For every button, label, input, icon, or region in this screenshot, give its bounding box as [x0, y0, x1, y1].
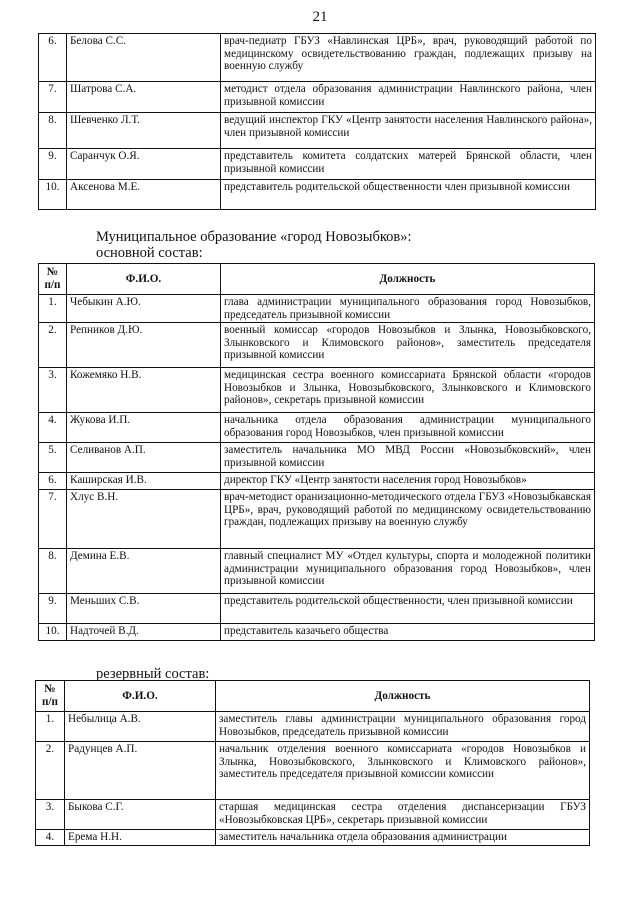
- row-number: 9.: [39, 149, 67, 180]
- table-row: [39, 34, 596, 82]
- page-number: 21: [312, 9, 328, 25]
- member-name: Жукова И.П.: [67, 413, 221, 443]
- row-number: 6.: [39, 34, 67, 82]
- row-number: 2.: [39, 323, 67, 368]
- reserve-composition-label: резервный состав:: [96, 666, 210, 682]
- table-row: [39, 295, 595, 323]
- main-composition-label: основной состав:: [96, 245, 203, 261]
- column-header-name: Ф.И.О.: [67, 264, 221, 295]
- member-position: представитель казачьего общества: [221, 624, 595, 641]
- member-position: представитель родительской общественности, член призывной комиссии: [221, 594, 595, 624]
- table-row: [39, 443, 595, 473]
- member-name: Радунцев А.П.: [65, 742, 216, 800]
- member-name: Белова С.С.: [67, 34, 221, 82]
- member-name: Надточей В.Д.: [67, 624, 221, 641]
- member-position: заместитель главы администрации муниципального образования город Новозыбков, председатель призывной комиссии: [216, 712, 590, 742]
- column-header-number: № п/п: [39, 264, 67, 295]
- column-header-position: Должность: [216, 681, 590, 712]
- table-row: [39, 624, 595, 641]
- table-row: [39, 473, 595, 490]
- member-name: Меньших С.В.: [67, 594, 221, 624]
- row-number: 3.: [39, 368, 67, 413]
- member-name: Шатрова С.А.: [67, 82, 221, 113]
- table-row: [36, 830, 590, 846]
- row-number: 1.: [39, 295, 67, 323]
- member-name: Шевченко Л.Т.: [67, 113, 221, 149]
- row-number: 1.: [36, 712, 65, 742]
- member-position: врач-педиатр ГБУЗ «Навлинская ЦРБ», врач, руководящий работой по медицинскому освидетельствованию граждан, подлежащих призыву на военную службу: [221, 34, 596, 82]
- municipality-title: Муниципальное образование «город Новозыбков»:: [96, 229, 412, 245]
- row-number: 7.: [39, 82, 67, 113]
- table-row: [39, 180, 596, 210]
- column-header-number: № п/п: [36, 681, 65, 712]
- row-number: 8.: [39, 549, 67, 594]
- member-position: военный комиссар «городов Новозыбков и Злынка, Новозыбковского, Злынковского и Климовского районов», заместитель председателя призывной комиссии: [221, 323, 595, 368]
- member-name: Саранчук О.Я.: [67, 149, 221, 180]
- table-row: [39, 490, 595, 549]
- row-number: 8.: [39, 113, 67, 149]
- table-header-row: [36, 681, 590, 712]
- member-name: Демина Е.В.: [67, 549, 221, 594]
- member-position: представитель комитета солдатских матерей Брянской области, член призывной комиссии: [221, 149, 596, 180]
- member-position: представитель родительской общественности член призывной комиссии: [221, 180, 596, 210]
- table-row: [39, 413, 595, 443]
- table-row: [36, 742, 590, 800]
- reserve-composition-table: [35, 680, 590, 846]
- member-position: заместитель начальника отдела образования администрации: [216, 830, 590, 846]
- committee-table-continued: [38, 33, 596, 210]
- member-name: Аксенова М.Е.: [67, 180, 221, 210]
- member-name: Хлус В.Н.: [67, 490, 221, 549]
- row-number: 4.: [36, 830, 65, 846]
- member-position: глава администрации муниципального образования город Новозыбков, председатель призывной комиссии: [221, 295, 595, 323]
- table-row: [39, 323, 595, 368]
- member-name: Кожемяко Н.В.: [67, 368, 221, 413]
- row-number: 3.: [36, 800, 65, 830]
- member-name: Небылица А.В.: [65, 712, 216, 742]
- member-position: старшая медицинская сестра отделения диспансеризации ГБУЗ «Новозыбковская ЦРБ», секретарь призывной комиссии: [216, 800, 590, 830]
- member-name: Ерема Н.Н.: [65, 830, 216, 846]
- row-number: 10.: [39, 624, 67, 641]
- member-position: главный специалист МУ «Отдел культуры, спорта и молодежной политики администрации муниципального образования город Новозыбков», член призывной комиссии: [221, 549, 595, 594]
- table-row: [39, 82, 596, 113]
- row-number: 4.: [39, 413, 67, 443]
- member-position: начальника отдела образования администрации муниципального образования город Новозыбков, член призывной комиссии: [221, 413, 595, 443]
- section-heading-main: [96, 229, 412, 261]
- table-row: [39, 113, 596, 149]
- table-row: [36, 800, 590, 830]
- row-number: 9.: [39, 594, 67, 624]
- table-row: [39, 368, 595, 413]
- column-header-position: Должность: [221, 264, 595, 295]
- member-position: директор ГКУ «Центр занятости населения город Новозыбков»: [221, 473, 595, 490]
- table-row: [39, 149, 596, 180]
- row-number: 10.: [39, 180, 67, 210]
- member-position: врач-методист оранизационно-методического отдела ГБУЗ «Новозыбкавская ЦРБ», врач, руководящий работой по медицинскому освидетельствованию граждан, подлежащих призыву на военную службу: [221, 490, 595, 549]
- row-number: 5.: [39, 443, 67, 473]
- table-row: [39, 549, 595, 594]
- row-number: 7.: [39, 490, 67, 549]
- member-name: Селиванов А.П.: [67, 443, 221, 473]
- member-name: Репников Д.Ю.: [67, 323, 221, 368]
- member-position: начальник отделения военного комиссариата «городов Новозыбков и Злынка, Новозыбковского, Злынковского и Климовского районов», заместитель председателя призывной комиссии комиссии: [216, 742, 590, 800]
- member-position: медицинская сестра военного комиссариата Брянской области «городов Новозыбков и Злынка, Новозыбковского, Злынковского и Климовского районов», секретарь призывной комиссии: [221, 368, 595, 413]
- table-row: [39, 594, 595, 624]
- table-row: [36, 712, 590, 742]
- row-number: 2.: [36, 742, 65, 800]
- table-header-row: [39, 264, 595, 295]
- row-number: 6.: [39, 473, 67, 490]
- column-header-name: Ф.И.О.: [65, 681, 216, 712]
- member-name: Чебыкин А.Ю.: [67, 295, 221, 323]
- member-position: заместитель начальника МО МВД России «Новозыбковский», член призывной комиссии: [221, 443, 595, 473]
- member-name: Каширская И.В.: [67, 473, 221, 490]
- main-composition-table: [38, 263, 595, 641]
- member-name: Быкова С.Г.: [65, 800, 216, 830]
- member-position: ведущий инспектор ГКУ «Центр занятости населения Навлинского района», член призывной комиссии: [221, 113, 596, 149]
- member-position: методист отдела образования администрации Навлинского района, член призывной комиссии: [221, 82, 596, 113]
